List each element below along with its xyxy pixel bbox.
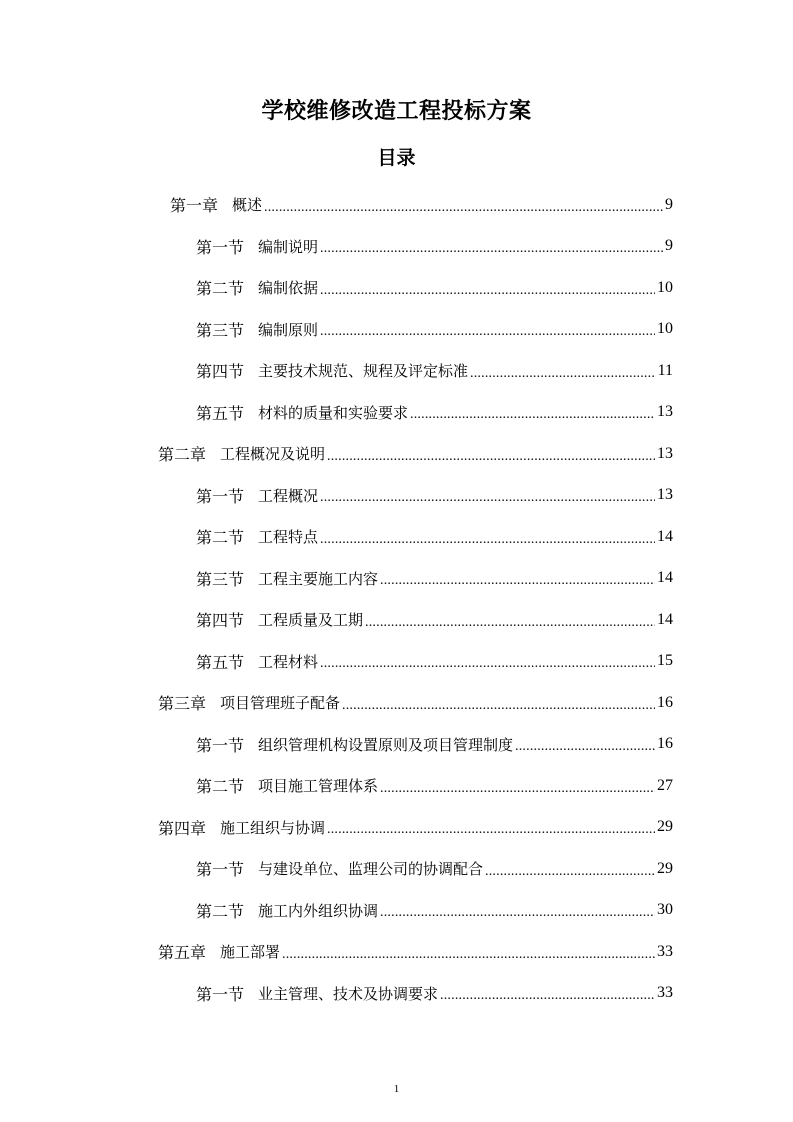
toc-entry-number: 第五节 xyxy=(196,654,245,672)
toc-entry-page: 13 xyxy=(657,444,673,462)
toc-entry-section[interactable] xyxy=(0,973,673,1015)
toc-entry-number: 第一节 xyxy=(196,239,245,257)
toc-dot-leader xyxy=(282,947,655,963)
toc-entry-label: 工程概况 xyxy=(258,486,319,505)
toc-entry-chapter-4[interactable] xyxy=(0,807,673,849)
toc-entry-page: 15 xyxy=(657,652,673,670)
toc-entry-chapter-1[interactable] xyxy=(0,184,673,226)
toc-entry-label: 编制说明 xyxy=(258,237,319,256)
toc-entry-label: 工程概况及说明 xyxy=(220,445,326,464)
toc-dot-leader xyxy=(470,366,656,382)
toc-dot-leader xyxy=(320,532,655,548)
toc-heading: 目录 xyxy=(377,147,416,169)
toc-entry-label: 组织管理机构设置原则及项目管理制度 xyxy=(258,735,514,754)
toc-dot-leader xyxy=(342,698,655,714)
toc-dot-leader xyxy=(410,407,655,423)
toc-entry-page: 14 xyxy=(657,610,673,628)
toc-entry-section[interactable] xyxy=(0,558,673,600)
toc-entry-number: 第一节 xyxy=(196,737,245,755)
toc-entry-label: 项目施工管理体系 xyxy=(258,777,379,796)
toc-entry-page: 33 xyxy=(657,984,673,1002)
toc-entry-label: 与建设单位、监理公司的协调配合 xyxy=(258,860,484,879)
toc-entry-number: 第四章 xyxy=(158,820,207,838)
toc-entry-label: 工程材料 xyxy=(258,652,319,671)
toc-dot-leader xyxy=(320,656,655,672)
toc-entry-number: 第二节 xyxy=(196,281,245,299)
toc-entry-page: 10 xyxy=(657,278,673,296)
toc-entry-page: 10 xyxy=(657,320,673,338)
toc-entry-label: 业主管理、技术及协调要求 xyxy=(258,984,439,1003)
toc-entry-section[interactable] xyxy=(0,641,673,683)
toc-entry-section[interactable] xyxy=(0,267,673,309)
toc-entry-number: 第一章 xyxy=(170,198,219,216)
toc-dot-leader xyxy=(380,781,655,797)
toc-dot-leader xyxy=(380,573,655,589)
toc-entry-page: 9 xyxy=(665,237,673,255)
toc-entry-section[interactable] xyxy=(0,890,673,932)
toc-entry-section[interactable] xyxy=(0,848,673,890)
toc-entry-section[interactable] xyxy=(0,475,673,517)
toc-entry-page: 33 xyxy=(657,942,673,960)
toc-entry-number: 第三节 xyxy=(196,322,245,340)
toc-entry-label: 主要技术规范、规程及评定标准 xyxy=(258,362,469,381)
toc-entry-page: 27 xyxy=(657,776,673,794)
document-title: 学校维修改造工程投标方案 xyxy=(261,99,532,124)
toc-dot-leader xyxy=(320,324,655,340)
toc-entry-label: 施工部署 xyxy=(220,943,281,962)
toc-entry-number: 第五节 xyxy=(196,405,245,423)
toc-entry-section[interactable] xyxy=(0,309,673,351)
toc-entry-page: 11 xyxy=(657,361,673,379)
toc-entry-label: 工程质量及工期 xyxy=(258,611,364,630)
toc-entry-number: 第一节 xyxy=(196,862,245,880)
toc-entry-section[interactable] xyxy=(0,724,673,766)
toc-dot-leader xyxy=(440,988,655,1004)
toc-entry-page: 14 xyxy=(657,569,673,587)
toc-dot-leader xyxy=(320,241,663,257)
toc-entry-section[interactable] xyxy=(0,516,673,558)
toc-entry-page: 16 xyxy=(657,693,673,711)
toc-entry-page: 9 xyxy=(665,195,673,213)
toc-entry-number: 第四节 xyxy=(196,613,245,631)
toc-entry-page: 29 xyxy=(657,818,673,836)
toc-dot-leader xyxy=(264,200,663,216)
toc-entry-label: 编制原则 xyxy=(258,320,319,339)
toc-entry-chapter-3[interactable] xyxy=(0,682,673,724)
toc-entry-page: 13 xyxy=(657,486,673,504)
toc-dot-leader xyxy=(320,283,655,299)
toc-dot-leader xyxy=(320,490,655,506)
toc-entry-label: 编制依据 xyxy=(258,279,319,298)
page-number: 1 xyxy=(393,1083,400,1095)
toc-entry-section[interactable] xyxy=(0,226,673,268)
toc-entry-section[interactable] xyxy=(0,765,673,807)
toc-entry-number: 第二节 xyxy=(196,530,245,548)
toc-entry-number: 第一节 xyxy=(196,986,245,1004)
toc-entry-label: 材料的质量和实验要求 xyxy=(258,403,409,422)
toc-entry-label: 施工内外组织协调 xyxy=(258,901,379,920)
toc-entry-number: 第二章 xyxy=(158,447,207,465)
toc-dot-leader xyxy=(327,822,655,838)
toc-entry-section[interactable] xyxy=(0,392,673,434)
toc-entry-number: 第三节 xyxy=(196,571,245,589)
toc-entry-chapter-5[interactable] xyxy=(0,931,673,973)
toc-entry-section[interactable] xyxy=(0,599,673,641)
toc-entry-label: 概述 xyxy=(232,196,263,215)
toc-entry-page: 30 xyxy=(657,901,673,919)
toc-dot-leader xyxy=(327,449,655,465)
toc-entry-label: 项目管理班子配备 xyxy=(220,694,341,713)
toc-entry-number: 第三章 xyxy=(158,696,207,714)
toc-entry-section[interactable] xyxy=(0,350,673,392)
toc-entry-number: 第一节 xyxy=(196,488,245,506)
toc-entry-page: 13 xyxy=(657,403,673,421)
toc-dot-leader xyxy=(515,739,655,755)
toc-entry-label: 工程主要施工内容 xyxy=(258,569,379,588)
toc-entry-label: 施工组织与协调 xyxy=(220,818,326,837)
toc-dot-leader xyxy=(380,905,655,921)
toc-entry-label: 工程特点 xyxy=(258,528,319,547)
toc-dot-leader xyxy=(485,864,655,880)
toc-entry-page: 16 xyxy=(657,735,673,753)
toc-entry-chapter-2[interactable] xyxy=(0,433,673,475)
toc-entry-page: 14 xyxy=(657,527,673,545)
toc-entry-page: 29 xyxy=(657,859,673,877)
toc-entry-number: 第四节 xyxy=(196,364,245,382)
toc-entry-number: 第二节 xyxy=(196,779,245,797)
toc-dot-leader xyxy=(365,615,655,631)
toc-entry-number: 第二节 xyxy=(196,903,245,921)
table-of-contents xyxy=(0,184,793,1014)
toc-entry-number: 第五章 xyxy=(158,945,207,963)
